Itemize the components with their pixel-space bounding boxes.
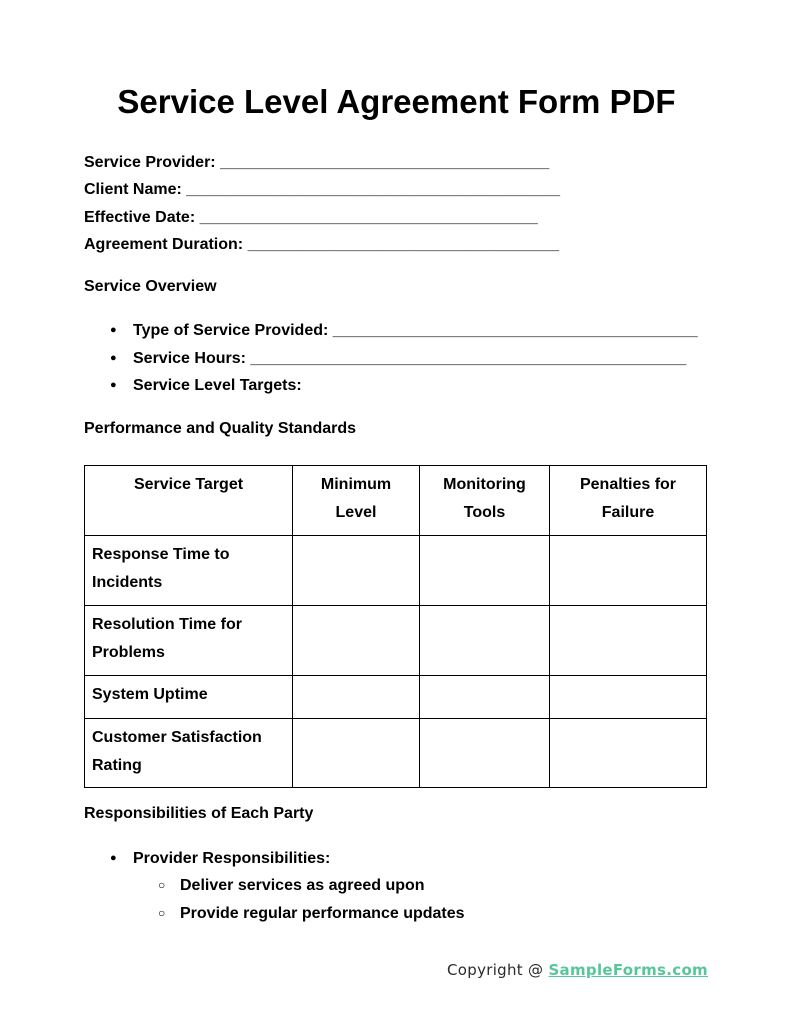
cell-service-target: System Uptime: [85, 676, 293, 719]
section-heading-responsibilities: Responsibilities of Each Party: [84, 805, 314, 823]
field-service-provider: [84, 149, 706, 177]
table-row: [85, 606, 707, 676]
cell-minimum-level: [293, 536, 420, 606]
bullet-label: Type of Service Provided:: [133, 322, 329, 340]
bullet-label: Provider Responsibilities:: [133, 849, 331, 867]
sub-list-item: ○ Provide regular performance updates: [84, 900, 706, 928]
performance-table: [84, 465, 707, 788]
column-header-monitoring-tools: Monitoring Tools: [420, 466, 550, 536]
field-label: Client Name:: [84, 181, 182, 199]
field-agreement-duration: [84, 231, 706, 259]
field-label: Agreement Duration:: [84, 236, 244, 254]
fill-line: _____________________________________: [220, 153, 550, 171]
field-client-name: [84, 176, 706, 204]
section-heading-performance: Performance and Quality Standards: [84, 419, 357, 437]
cell-monitoring-tools: [420, 676, 550, 719]
copyright-text: Copyright @: [447, 961, 544, 979]
list-item-service-level-targets: [84, 372, 706, 400]
column-header-minimum-level: Minimum Level: [293, 466, 420, 536]
sampleforms-link[interactable]: SampleForms.com: [548, 961, 708, 979]
fill-line: _________________________________________________: [250, 349, 687, 367]
section-heading-service-overview: Service Overview: [84, 277, 217, 295]
cell-monitoring-tools: [420, 606, 550, 676]
list-item-provider-responsibilities: [84, 845, 706, 873]
responsibilities-list: [84, 845, 706, 873]
table-row: [85, 676, 707, 719]
cell-service-target: Response Time to Incidents: [85, 536, 293, 606]
table-row: [85, 719, 707, 788]
bullet-label: Service Level Targets:: [133, 377, 302, 395]
field-label: Effective Date:: [84, 208, 196, 226]
sub-list-item: ○ Deliver services as agreed upon: [84, 872, 706, 900]
fill-line: ______________________________________: [199, 208, 538, 226]
page-title: Service Level Agreement Form PDF: [117, 83, 676, 120]
provider-responsibilities-sublist: [84, 872, 706, 927]
service-overview-list: [84, 317, 706, 400]
bullet-label: Service Hours:: [133, 349, 246, 367]
fill-line: ___________________________________: [247, 236, 560, 254]
field-label: Service Provider:: [84, 153, 216, 171]
list-item-service-hours: [84, 345, 706, 373]
cell-minimum-level: [293, 676, 420, 719]
table-row: [85, 536, 707, 606]
cell-penalties: [550, 536, 707, 606]
cell-penalties: [550, 676, 707, 719]
fill-line: _________________________________________: [332, 322, 698, 340]
column-header-service-target: Service Target: [85, 466, 293, 536]
document-body: [0, 149, 793, 928]
list-item-type-of-service: [84, 317, 706, 345]
column-header-penalties: Penalties for Failure: [550, 466, 707, 536]
cell-penalties: [550, 606, 707, 676]
cell-minimum-level: [293, 719, 420, 788]
field-effective-date: [84, 204, 706, 232]
header-fields: [84, 149, 706, 259]
cell-minimum-level: [293, 606, 420, 676]
cell-monitoring-tools: [420, 536, 550, 606]
cell-monitoring-tools: [420, 719, 550, 788]
cell-service-target: Customer Satisfaction Rating: [85, 719, 293, 788]
fill-line: __________________________________________: [186, 181, 560, 199]
footer: [447, 961, 708, 979]
cell-service-target: Resolution Time for Problems: [85, 606, 293, 676]
cell-penalties: [550, 719, 707, 788]
table-header-row: [85, 466, 707, 536]
